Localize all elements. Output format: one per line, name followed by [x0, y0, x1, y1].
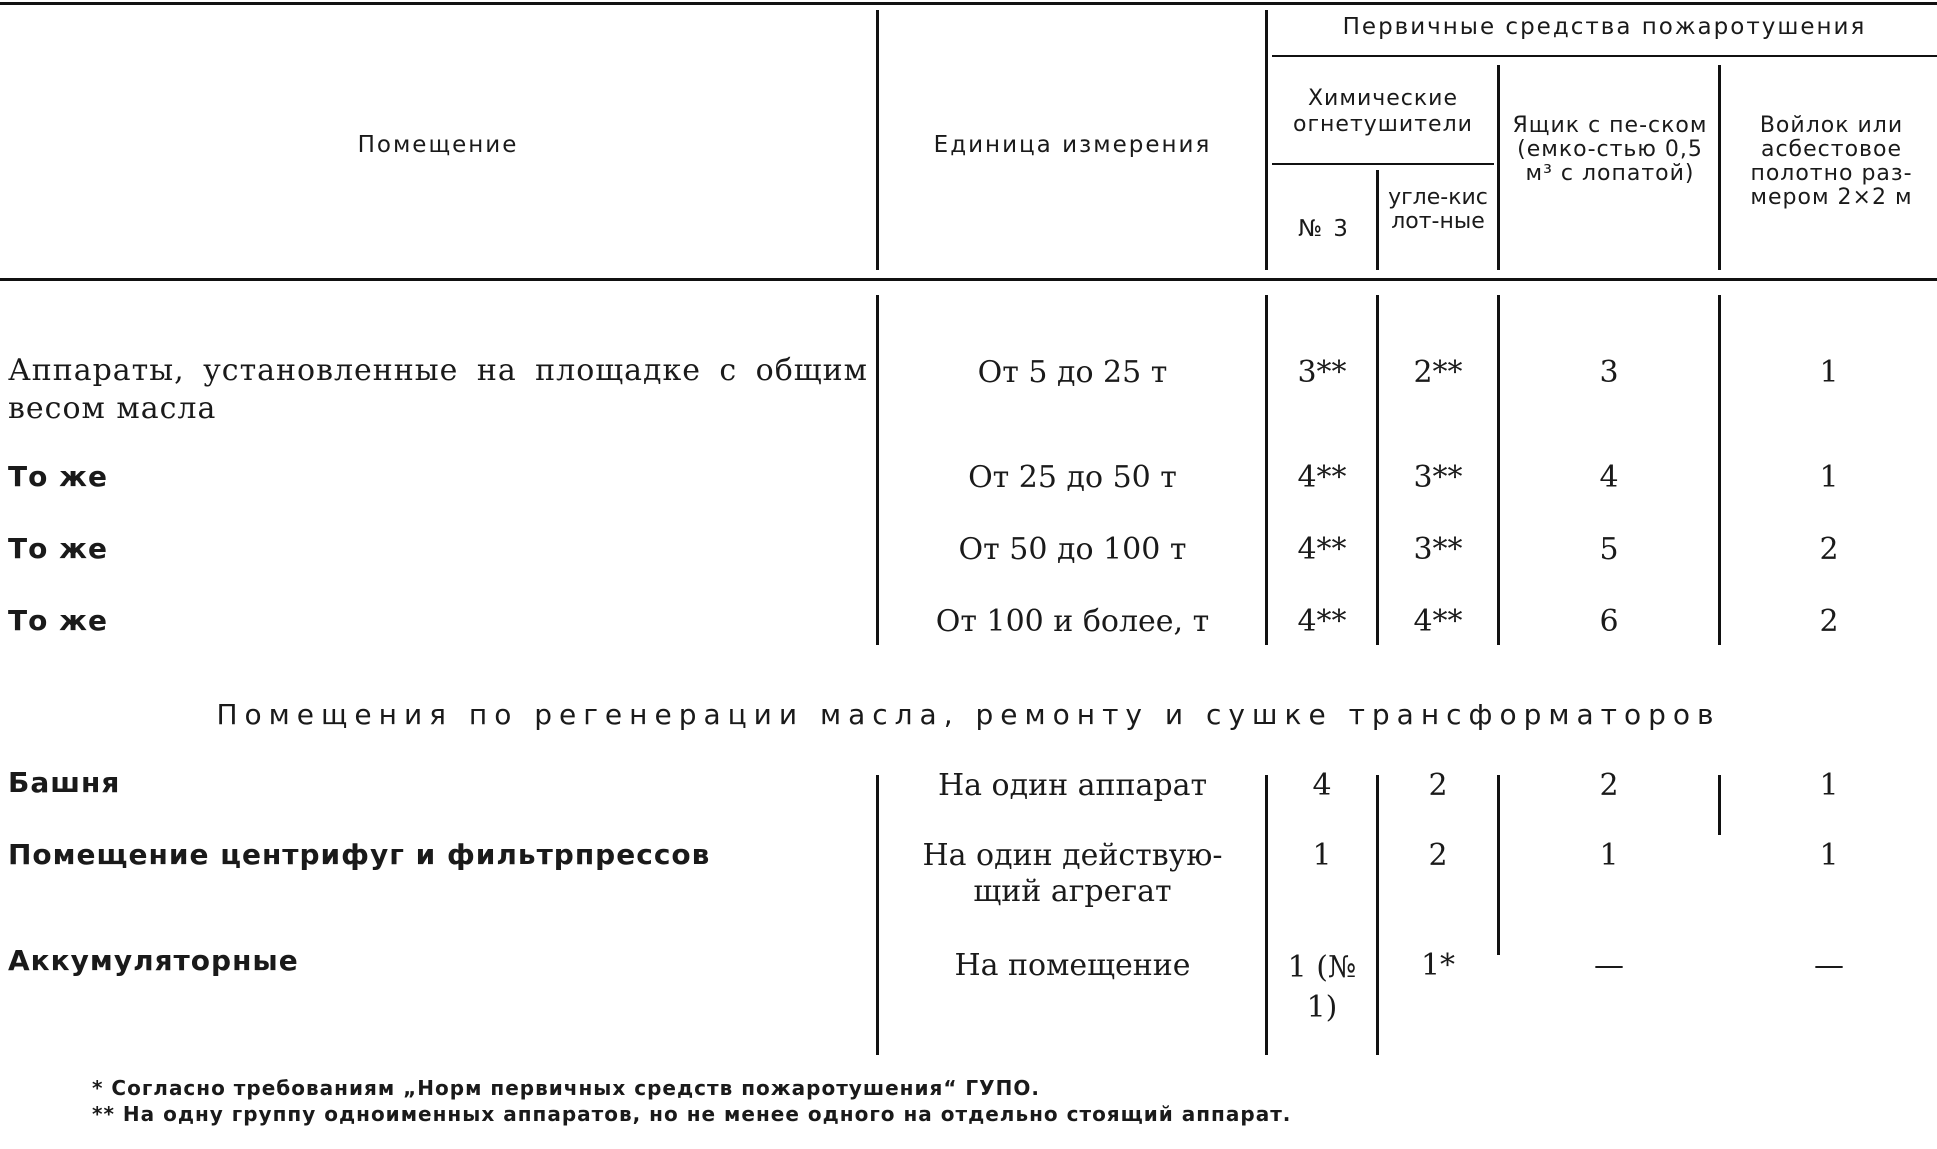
- row-a4-no3: 4**: [1297, 604, 1347, 639]
- row-b1-no3: 4: [1312, 768, 1332, 803]
- row-b1-sand: 2: [1599, 768, 1619, 803]
- section-title: Помещения по регенерации масла, ремонту и сушке трансформаторов: [216, 698, 1721, 731]
- row-a3-unit: От 50 до 100 т: [958, 532, 1187, 567]
- col-co2-header: угле-кислот-ные: [1388, 185, 1488, 234]
- row-b1-felt: 1: [1819, 768, 1839, 803]
- row-b2-room: Помещение центрифуг и фильтрпрессов: [8, 838, 711, 871]
- row-b1-room: Башня: [8, 766, 121, 799]
- col-room-header: Помещение: [357, 132, 519, 158]
- row-a3-no3: 4**: [1297, 532, 1347, 567]
- row-a3-room: То же: [8, 532, 108, 565]
- row-a1-felt: 1: [1819, 355, 1839, 390]
- row-b2-co2: 2: [1428, 838, 1448, 873]
- row-b3-unit: На помещение: [954, 948, 1191, 983]
- row-a2-co2: 3**: [1413, 460, 1463, 495]
- row-a3-sand: 5: [1599, 532, 1619, 567]
- footnote-2: ** На одну группу одноименных аппаратов, но не менее одного на отдельно стоящий аппарат.: [92, 1102, 1292, 1126]
- row-a2-unit: От 25 до 50 т: [968, 460, 1177, 495]
- footnote-1: * Согласно требованиям „Норм первичных средств пожаротушения“ ГУПО.: [92, 1076, 1040, 1100]
- divider-chem-sand-head: [1497, 65, 1500, 270]
- row-b1-co2: 2: [1428, 768, 1448, 803]
- row-a1-no3: 3**: [1297, 355, 1347, 390]
- row-a2-room: То же: [8, 460, 108, 493]
- col-no3-header: № 3: [1298, 216, 1350, 242]
- row-b2-sand: 1: [1599, 838, 1619, 873]
- divider-sand-felt-head: [1718, 65, 1721, 270]
- row-a4-co2: 4**: [1413, 604, 1463, 639]
- row-a1-sand: 3: [1599, 355, 1619, 390]
- row-b3-sand: —: [1594, 948, 1624, 983]
- row-b2-no3: 1: [1312, 838, 1332, 873]
- row-a1-room: Аппараты, установленные на площадке с общим весом масла: [8, 353, 868, 426]
- primary-means-rule: [1272, 55, 1937, 57]
- group-chemical-header: Химические огнетушители: [1293, 86, 1473, 137]
- divider-room-unit-a: [876, 295, 879, 645]
- row-a2-felt: 1: [1819, 460, 1839, 495]
- divider-unit-means-head: [1265, 10, 1268, 270]
- row-b3-co2: 1*: [1420, 948, 1456, 983]
- row-a3-co2: 3**: [1413, 532, 1463, 567]
- header-bottom-rule: [0, 278, 1937, 281]
- divider-room-unit-b: [876, 775, 879, 1055]
- row-b2-unit: На один действую-щий агрегат: [922, 838, 1223, 909]
- row-b2-felt: 1: [1819, 838, 1839, 873]
- row-b3-room: Аккумуляторные: [8, 944, 299, 977]
- divider-unit-no3-b: [1265, 775, 1268, 1055]
- row-a2-no3: 4**: [1297, 460, 1347, 495]
- row-a2-sand: 4: [1599, 460, 1619, 495]
- row-b3-no3: 1 (№ 1): [1287, 950, 1357, 1025]
- row-a4-unit: От 100 и более, т: [935, 604, 1210, 639]
- divider-no3-co2-b: [1376, 775, 1379, 1055]
- row-a1-co2: 2**: [1413, 355, 1463, 390]
- divider-no3-co2-head: [1376, 170, 1379, 270]
- row-b3-felt: —: [1814, 948, 1844, 983]
- row-a3-felt: 2: [1819, 532, 1839, 567]
- chemical-rule: [1272, 163, 1494, 165]
- divider-room-unit-head: [876, 10, 879, 270]
- group-primary-header: Первичные средства пожаротушения: [1342, 14, 1867, 40]
- row-a4-felt: 2: [1819, 604, 1839, 639]
- row-a1-unit: От 5 до 25 т: [977, 355, 1168, 390]
- col-sandbox-header: Ящик с пе-ском (емко-стью 0,5 м³ с лопатой): [1512, 113, 1708, 186]
- row-b1-unit: На один аппарат: [937, 768, 1208, 803]
- col-unit-header: Единица измерения: [933, 132, 1212, 158]
- row-a4-sand: 6: [1599, 604, 1619, 639]
- col-felt-header: Войлок или асбестовое полотно раз-мером 2×2 м: [1750, 113, 1913, 210]
- table-top-rule: [0, 2, 1937, 5]
- row-a4-room: То же: [8, 604, 108, 637]
